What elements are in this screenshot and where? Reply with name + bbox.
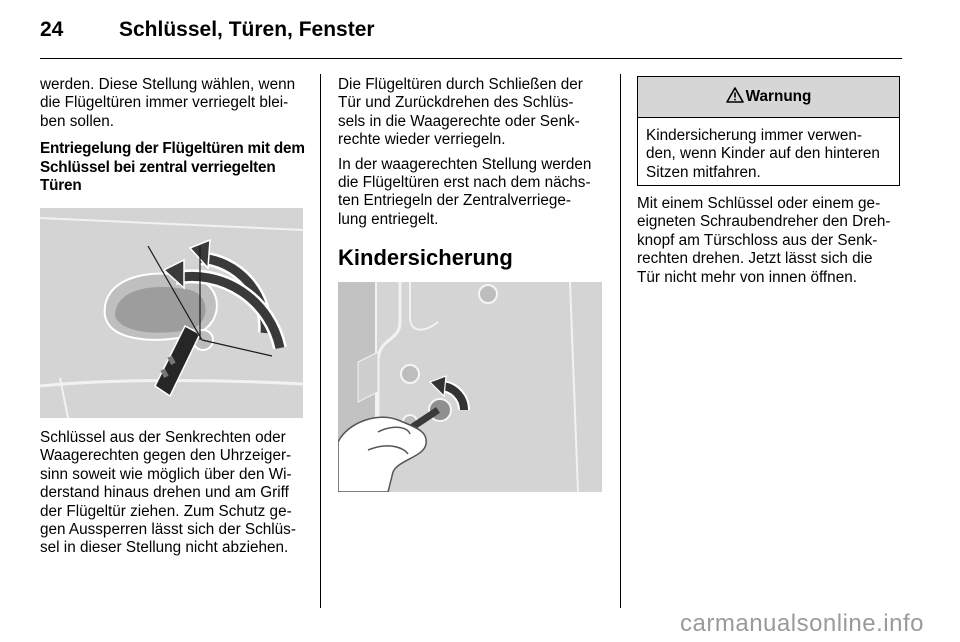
warning-title: Warnung [745,88,812,105]
column-2 [338,76,610,229]
paragraph-horizontal-position: In der waagerechten Stellung werden die Flügeltüren erst nach dem nächs- ten Entriegeln der Zentralverriege- lung entriegelt. [338,155,592,228]
subheading-unlock-doors: Entriegelung der Flügeltüren mit dem Schlüssel bei zentral verriegelten Türen [40,140,305,195]
column-1 [40,76,310,195]
column-divider-1 [320,74,321,608]
paragraph-key-turn-instructions: Schlüssel aus der Senkrechten oder Waagerechten gegen den Uhrzeiger- sinn soweit wie möglich über den Wi- derstand hinaus drehen und am Griff der Flügeltür ziehen. Zum Schutz ge- gen Aussperren lässt sich der Schlüs- sel in dieser Stellung nicht abziehen. [40,429,296,557]
warning-header [638,77,899,118]
page-number: 24 [40,18,64,41]
column-1-lower [40,429,310,558]
child-lock-illustration [338,282,602,492]
chapter-title: Schlüssel, Türen, Fenster [119,18,375,41]
header-rule [40,58,902,59]
paragraph-continued: werden. Diese Stellung wählen, wenn die Flügeltüren immer verriegelt blei- ben sollen. [40,76,296,130]
paragraph-relock: Die Flügeltüren durch Schließen der Tür und Zurückdrehen des Schlüs- sels in die Waagerechte oder Senk- rechte wieder verriegeln. [338,76,583,149]
column-divider-2 [620,74,621,608]
watermark: carmanualsonline.info [680,610,924,637]
paragraph-child-lock-instructions: Mit einem Schlüssel oder einem ge- eigneten Schraubendreher den Dreh- knopf am Türschloss aus der Senk- rechten drehen. Jetzt lässt sich die Tür nicht mehr von innen öffnen. [637,195,891,286]
section-title-kindersicherung: Kindersicherung [338,245,513,270]
warning-box [637,76,900,186]
door-handle-key-illustration [40,208,303,418]
warning-triangle-icon [726,87,744,108]
page-header [40,18,900,58]
column-3 [637,195,907,287]
warning-body: Kindersicherung immer verwen- den, wenn Kinder auf den hinteren Sitzen mitfahren. [646,127,880,181]
